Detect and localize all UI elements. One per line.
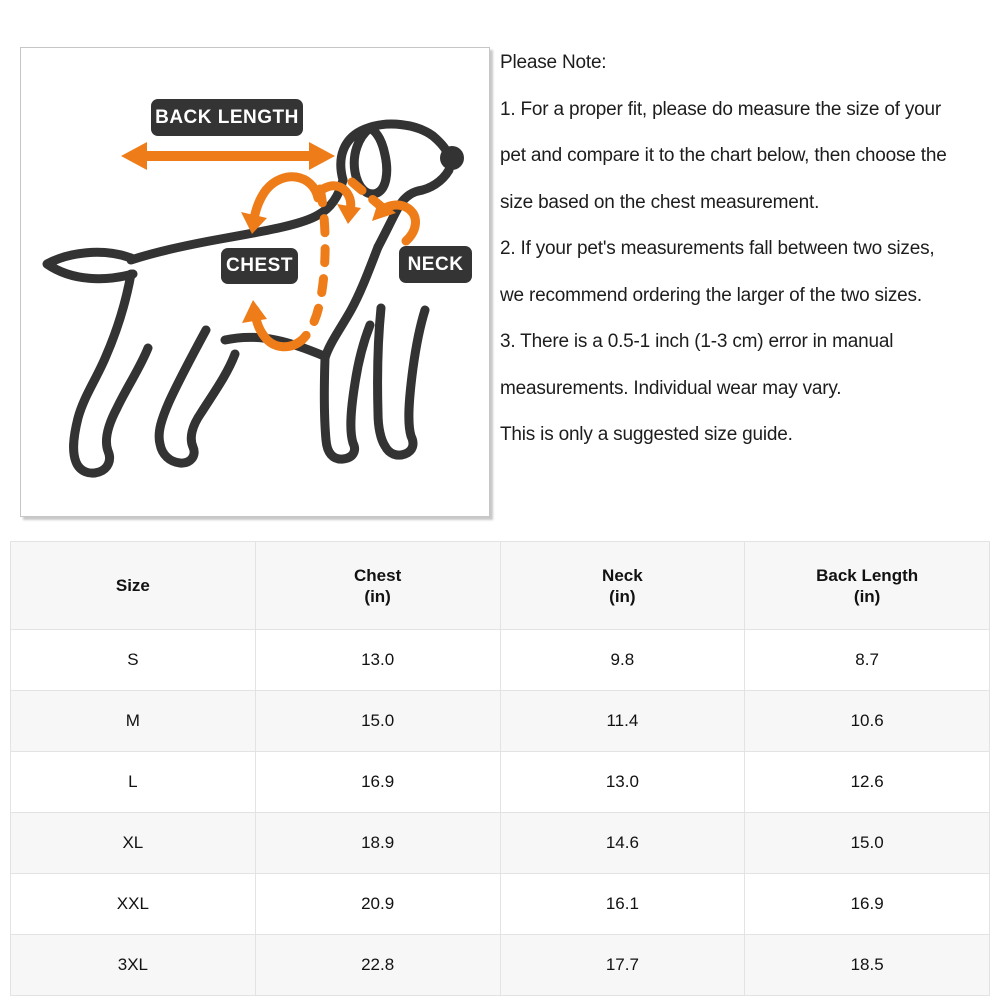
table-cell: S [11,630,256,691]
note-line: 3. There is a 0.5-1 inch (1-3 cm) error in manual [500,331,894,352]
back-length-label [151,99,303,136]
column-header-neck [500,542,745,630]
chest-label-text: CHEST [226,255,293,276]
neck-label [399,246,472,283]
back-length-arrow [121,142,335,170]
table-row-3xl [11,935,990,996]
table-cell: 10.6 [745,691,990,752]
table-cell: 16.9 [745,874,990,935]
dog-measurement-diagram [20,47,490,517]
note-line: we recommend ordering the larger of the two sizes. [500,284,922,306]
table-cell: 15.0 [255,691,500,752]
column-unit: (in) [853,586,881,606]
size-chart-body [11,630,990,996]
table-row-xxl [11,874,990,935]
column-header-chest [255,542,500,630]
column-header-back-length [745,542,990,630]
table-cell: 22.8 [255,935,500,996]
table-cell: 16.9 [255,752,500,813]
size-chart-header [11,542,990,630]
table-cell: M [11,691,256,752]
column-label: Neck [602,565,643,585]
size-chart-table [10,541,990,996]
table-cell: 18.9 [255,813,500,874]
column-label: Chest [354,565,402,585]
table-cell: XL [11,813,256,874]
table-cell: 11.4 [500,691,745,752]
table-cell: 13.0 [255,630,500,691]
table-cell: 3XL [11,935,256,996]
table-cell: 17.7 [500,935,745,996]
table-cell: 12.6 [745,752,990,813]
table-row-s [11,630,990,691]
table-cell: 14.6 [500,813,745,874]
neck-label-text: NECK [407,253,464,275]
note-line: size based on the chest measurement. [500,191,820,213]
table-cell: 9.8 [500,630,745,691]
chest-label [221,248,298,284]
table-row-xl [11,813,990,874]
table-cell: L [11,752,256,813]
column-label: Size [115,576,150,595]
dog-nose [440,146,464,170]
note-line: This is only a suggested size guide. [500,424,793,445]
note-line: measurements. Individual wear may vary. [500,377,842,399]
table-cell: 20.9 [255,874,500,935]
column-label: Back Length [816,565,919,585]
column-header-size [11,542,256,630]
table-cell: 16.1 [500,874,745,935]
notes-title: Please Note: [500,52,607,73]
table-header-row [11,542,990,630]
table-row-m [11,691,990,752]
table-cell: 13.0 [500,752,745,813]
column-unit: (in) [364,586,391,606]
dog-outline [47,124,449,473]
note-line: 2. If your pet's measurements fall between two sizes, [500,238,935,259]
note-line: pet and compare it to the chart below, then choose the [500,145,947,166]
table-row-l [11,752,990,813]
table-cell: XXL [11,874,256,935]
table-cell: 8.7 [745,630,990,691]
column-unit: (in) [609,586,636,606]
note-line: 1. For a proper fit, please do measure the size of your [500,98,942,120]
table-cell: 15.0 [745,813,990,874]
table-cell: 18.5 [745,935,990,996]
back-length-label-text: BACK LENGTH [155,106,299,128]
size-guide-notes [500,40,1000,459]
